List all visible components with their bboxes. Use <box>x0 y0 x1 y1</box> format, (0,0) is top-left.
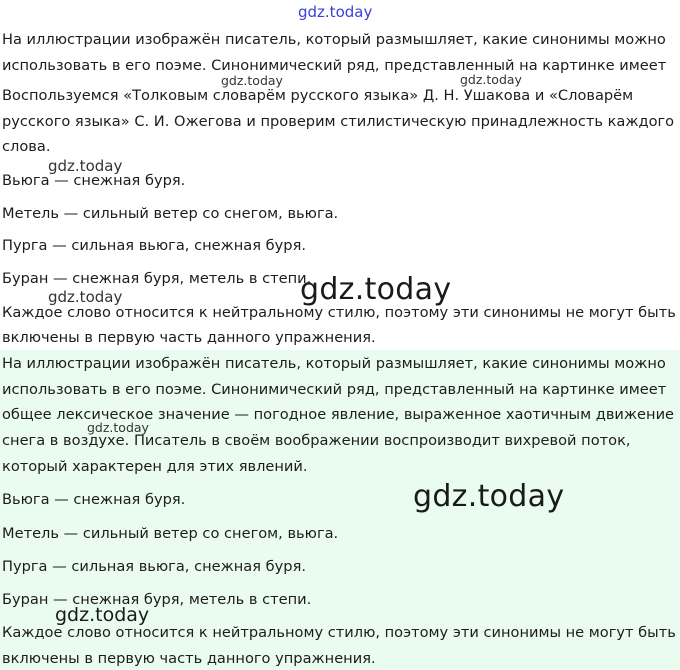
text-line: слова. <box>2 138 51 155</box>
watermark: gdz.today <box>48 288 123 306</box>
watermark: gdz.today <box>298 3 373 21</box>
watermark: gdz.today <box>300 272 452 307</box>
definition-purga: Пурга — сильная вьюга, снежная буря. <box>2 558 306 575</box>
definition-buran: Буран — снежная буря, метель в степи. <box>2 591 312 608</box>
definition-buran: Буран — снежная буря, метель в степи. <box>2 270 312 287</box>
definition-metel: Метель — сильный ветер со снегом, вьюга. <box>2 525 339 542</box>
definition-vyuga: Вьюга — снежная буря. <box>2 172 186 189</box>
text-line: использовать в его поэме. Синонимический ряд, представленный на картинке имеет <box>2 381 667 398</box>
conclusion-line: Каждое слово относится к нейтральному стилю, поэтому эти синонимы не могут быть <box>2 304 676 321</box>
definition-metel: Метель — сильный ветер со снегом, вьюга. <box>2 205 339 222</box>
text-line: общее лексическое значение — погодное явление, выраженное хаотичным движение <box>2 406 675 423</box>
definition-purga: Пурга — сильная вьюга, снежная буря. <box>2 237 306 254</box>
conclusion-line: включены в первую часть данного упражнения. <box>2 329 376 346</box>
watermark: gdz.today <box>87 420 149 435</box>
text-line: русского языка» С. И. Ожегова и проверим стилистическую принадлежность каждого <box>2 113 675 130</box>
text-line: Воспользуемся «Толковым словарём русского языка» Д. Н. Ушакова и «Словарём <box>2 87 634 104</box>
conclusion-line: Каждое слово относится к нейтральному стилю, поэтому эти синонимы не могут быть <box>2 624 676 641</box>
text-line: снега в воздухе. Писатель в своём воображении воспроизводит вихревой поток, <box>2 432 631 449</box>
text-line: На иллюстрации изображён писатель, который размышляет, какие синонимы можно <box>2 31 666 48</box>
definition-vyuga: Вьюга — снежная буря. <box>2 491 186 508</box>
text-line: который характерен для этих явлений. <box>2 458 308 475</box>
watermark: gdz.today <box>413 479 565 514</box>
text-line: На иллюстрации изображён писатель, который размышляет, какие синонимы можно <box>2 355 666 372</box>
watermark: gdz.today <box>460 72 522 87</box>
watermark: gdz.today <box>221 73 283 88</box>
watermark: gdz.today <box>48 157 123 175</box>
watermark: gdz.today <box>55 604 150 626</box>
text-line: использовать в его поэме. Синонимический ряд, представленный на картинке имеет <box>2 57 667 74</box>
conclusion-line: включены в первую часть данного упражнения. <box>2 650 376 667</box>
